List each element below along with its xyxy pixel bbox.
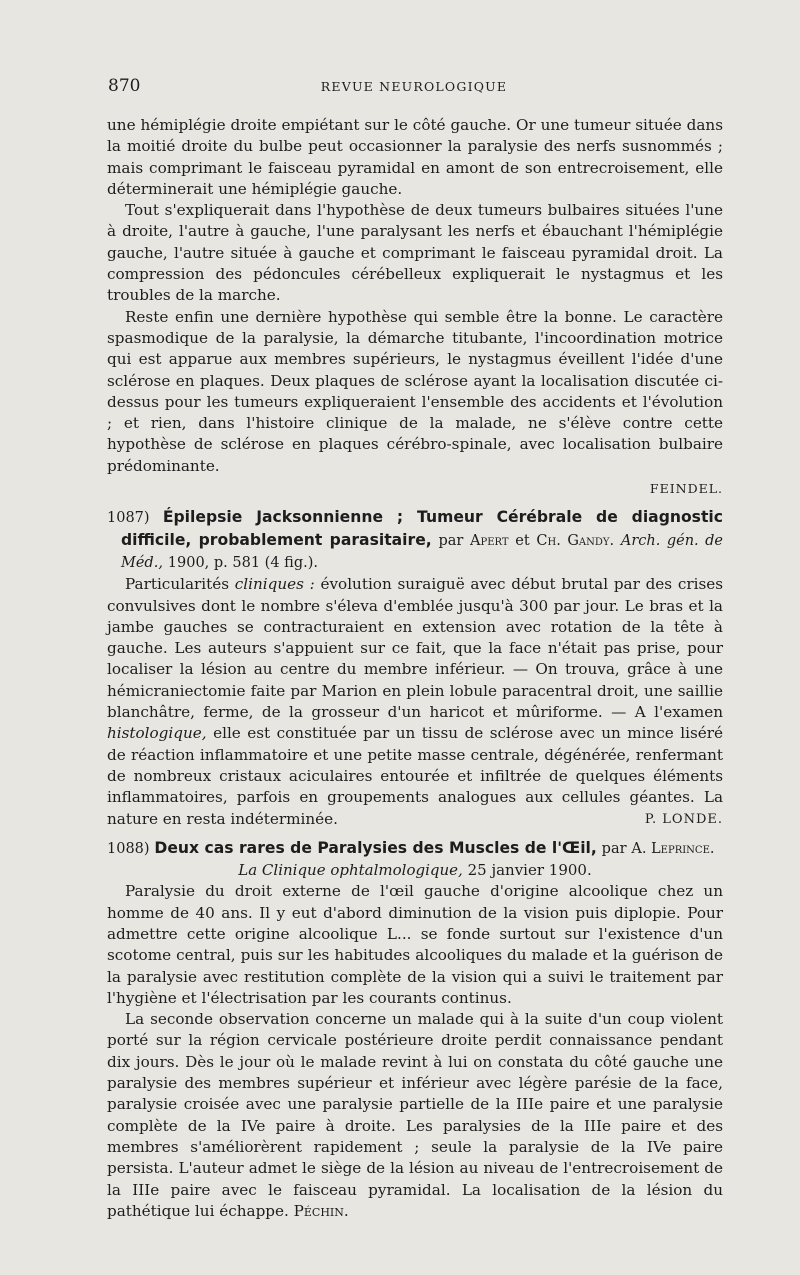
article-1087-heading [107, 507, 723, 574]
article-1087 [107, 507, 723, 829]
article-1088-source-line [107, 860, 723, 881]
article-1088-paragraph-1: Paralysie du droit externe de l'œil gauche d'origine alcoolique chez un homme de 40 ans. Il y eut d'abord diminution de la vision puis diplopie. Pour admettre cette origine alcoolique L... se fonde surtout sur l'existence d'un scotome central, puis sur les habitudes alcooliques du malade et la guérison de la paralysie avec restitution complète de la vision qui a suivi le traitement par l'hygiène et l'électrisation par les courants continus. [107, 882, 723, 1007]
article-1088-paragraph-2 [107, 1009, 723, 1222]
continuation-paragraph-3: Reste enfin une dernière hypothèse qui semble être la bonne. Le caractère spasmodique de la paralysie, la démarche titubante, l'incoordination motrice qui est apparue aux membres supérieurs, le nystagmus éveillent l'idée d'une sclérose en plaques. Deux plaques de sclérose ayant la localisation discutée ci-dessus pour les tumeurs expliqueraient l'ensemble des accidents et l'évolution ; et rien, dans l'histoire clinique de la malade, ne s'élève contre cette hypothèse de sclérose en plaques cérébro-spinale, avec localisation bulbaire prédominante. [107, 307, 723, 475]
article-1087-author-1: Apert [470, 532, 509, 549]
continuation-paragraph-1: une hémiplégie droite empiétant sur le côté gauche. Or une tumeur située dans la moitié droite du bulbe peut occasionner la paralysie des nerfs susnommés ; mais comprimant le faisceau pyramidal en amont de son entrecroisement, elle déterminerait une hémiplégie gauche. [107, 116, 723, 198]
article-1087-citation: 1900, p. 581 (4 fig.). [167, 554, 318, 571]
article-1087-and: et [515, 532, 530, 549]
article-1088-number: 1088) [107, 840, 150, 857]
continuation-section [107, 115, 723, 499]
article-1088-paragraph-2-text: La seconde observation concerne un malade qui à la suite d'un coup violent porté sur la région cervicale postérieure droite perdit connaissance pendant dix jours. Dès le jour où le malade revint à lui on constata du côté gauche une paralysie des membres supérieur et inférieur avec légère parésie de la face, paralysie croisée avec une paralysie partielle de la IIIe paire et une paralysie complète de la IVe paire à droite. Les paralysies de la IIIe paire et des membres s'améliorèrent rapidement ; seule la paralysie de la IVe paire persista. L'auteur admet le siège de la lésion au niveau de l'entrecroisement de la IIIe paire avec le faisceau pyramidal. La localisation de la lésion du pathétique lui échappe. [107, 1010, 723, 1220]
article-1088-source: La Clinique ophtalmologique, [238, 861, 463, 880]
article-1087-text-2: elle est constituée par un tissu de sclérose avec un mince liséré de réaction inflammatoire et une petite masse centrale, dégénérée, renfermant de nombreux cristaux aciculaires entourée et infiltrée de quelques éléments inflammatoires, parfois en groupements analogues aux cellules géantes. La nature en resta indéterminée. [107, 724, 724, 828]
article-1087-author-2: Ch. Gandy. [536, 532, 615, 549]
article-1087-title: Épilepsie Jacksonnienne ; Tumeur Cérébrale de diagnostic difficile, probablement parasitaire, [121, 508, 724, 549]
article-1088 [107, 838, 723, 1222]
running-title: REVUE NEUROLOGIQUE [320, 79, 508, 94]
article-1087-histologique: histologique, [107, 724, 207, 743]
signature-pechin: Péchin. [293, 1201, 349, 1220]
article-1088-by: par [601, 840, 627, 857]
article-1088-title: Deux cas rares de Paralysies des Muscles de l'Œil, [154, 838, 597, 857]
article-1088-date: 25 janvier 1900. [467, 861, 592, 880]
article-1087-intro: Particularités [125, 575, 230, 594]
article-1087-paragraph [107, 574, 723, 830]
continuation-paragraph-2: Tout s'expliquerait dans l'hypothèse de deux tumeurs bulbaires situées l'une à droite, l'autre à gauche, l'une paralysant les nerfs et ébauchant l'hémiplégie gauche, l'autre située à gauche et comprimant le faisceau pyramidal droit. La compression des pédoncules cérébelleux expliquerait le nystagmus et les troubles de la marche. [107, 201, 723, 305]
signature-londe: P. LONDE. [644, 811, 723, 827]
page-body [107, 115, 723, 1222]
article-1088-heading [107, 838, 723, 860]
article-1088-author: A. Leprince. [631, 840, 715, 857]
article-1087-cliniques: cliniques : [234, 575, 315, 594]
article-1087-number: 1087) [107, 510, 150, 527]
page-header [108, 76, 720, 98]
page-number: 870 [108, 76, 141, 96]
article-1087-text-1: évolution suraiguë avec début brutal par des crises convulsives dont le nombre s'éleva d'emblée jusqu'à 300 par jour. Le bras et la jambe gauches se contracturaient en extension avec rotation de la tête à gauche. Les auteurs s'appuient sur ce fait, que la face n'était pas prise, pour localiser la lésion au centre du membre inférieur. — On trouva, grâce à une hémicraniectomie faite par Marion en plein lobule paracentral droit, une saillie blanchâtre, ferme, de la grosseur d'un haricot et mûriforme. — A l'examen [107, 575, 724, 722]
article-1087-by: par [438, 532, 464, 549]
signature-feindel: FEINDEL. [649, 481, 723, 497]
article-1087-journal: Arch. gén. de Méd., [121, 532, 724, 571]
